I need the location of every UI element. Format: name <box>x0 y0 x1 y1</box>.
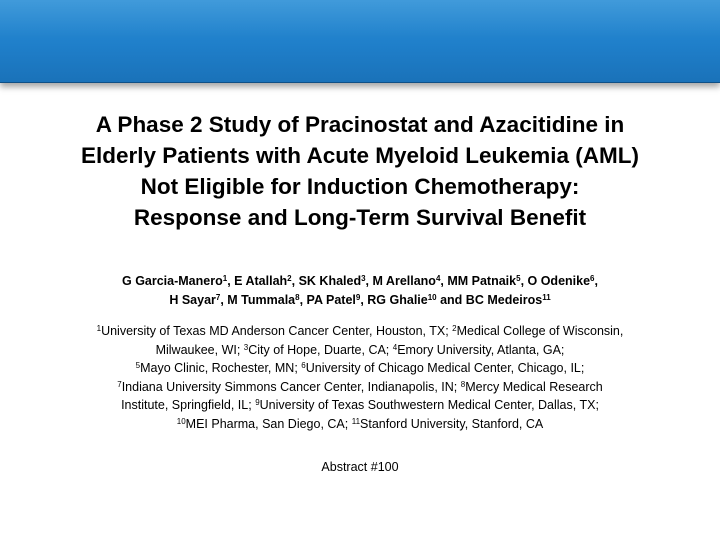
author-sup: 11 <box>542 293 551 302</box>
author-name: RG Ghalie <box>367 293 428 307</box>
slide-title <box>20 109 700 233</box>
author-sep: , <box>227 274 235 288</box>
author-sup: 5 <box>516 274 521 283</box>
affiliation-sup: 8 <box>460 379 466 389</box>
affiliation-text: Mercy Medical Research <box>465 379 603 394</box>
author-sup: 4 <box>435 274 441 283</box>
abstract-number: Abstract #100 <box>321 460 399 474</box>
author-name: SK Khaled <box>298 274 362 288</box>
affiliation-line <box>20 359 700 378</box>
author-name: H Sayar <box>169 293 216 307</box>
affiliation-list <box>20 322 700 433</box>
affiliation-line <box>20 415 700 434</box>
affiliation-line <box>20 378 700 397</box>
author-list <box>20 272 700 310</box>
title-line: Elderly Patients with Acute Myeloid Leukemia (AML) <box>80 143 640 168</box>
affiliation-text: University of Texas MD Anderson Cancer Center, Houston, TX; <box>101 324 453 338</box>
affiliation-line <box>20 396 700 415</box>
title-line: Response and Long-Term Survival Benefit <box>133 205 587 230</box>
author-sup: 1 <box>222 274 228 283</box>
affiliation-text: Mayo Clinic, Rochester, MN; <box>140 361 302 375</box>
author-name: BC Medeiros <box>465 293 543 307</box>
author-name: PA Patel <box>306 293 356 307</box>
author-sep: , <box>365 274 373 288</box>
affiliation-sup: 7 <box>117 379 122 389</box>
affiliation-text: MEI Pharma, San Diego, CA; <box>185 416 352 431</box>
affiliation-text: Stanford University, Stanford, CA <box>360 416 544 431</box>
affiliation-text: Milwaukee, WI; <box>155 342 244 357</box>
affiliation-sup: 10 <box>176 416 186 426</box>
author-name: G Garcia-Manero <box>122 274 223 288</box>
author-sep: , <box>220 293 228 307</box>
author-line <box>20 291 700 310</box>
author-sep: , <box>360 293 368 307</box>
affiliation-text: Indiana University Simmons Cancer Center, Indianapolis, IN; <box>121 379 461 394</box>
affiliation-sup: 5 <box>135 361 141 370</box>
author-sup: 7 <box>215 293 221 302</box>
author-sep: , <box>299 293 307 307</box>
banner-shine <box>0 0 720 38</box>
affiliation-line <box>20 341 700 360</box>
author-name: MM Patnaik <box>447 274 517 288</box>
affiliation-text: University of Texas Southwestern Medical Center, Dallas, TX; <box>259 398 599 412</box>
author-sup: 9 <box>355 293 361 302</box>
author-sep: , <box>594 274 598 288</box>
author-sup: 6 <box>590 274 595 283</box>
affiliation-text: Medical College of Wisconsin, <box>456 324 624 338</box>
author-name: M Arellano <box>372 274 436 288</box>
author-sep: and <box>436 293 466 307</box>
author-line <box>20 272 700 291</box>
affiliation-sup: 3 <box>243 342 249 352</box>
author-name: O Odenike <box>527 274 591 288</box>
author-sep: , <box>520 274 528 288</box>
header-banner <box>0 0 720 83</box>
author-name: M Tummala <box>227 293 296 307</box>
affiliation-line <box>20 322 700 341</box>
author-sup: 3 <box>361 274 366 283</box>
affiliation-sup: 6 <box>301 361 306 370</box>
title-line: Not Eligible for Induction Chemotherapy: <box>140 174 580 199</box>
affiliation-text: City of Hope, Duarte, CA; <box>248 342 393 357</box>
author-sup: 8 <box>295 293 300 302</box>
affiliation-sup: 9 <box>255 398 260 407</box>
author-sep: , <box>291 274 299 288</box>
affiliation-text: Emory University, Atlanta, GA; <box>397 342 565 357</box>
affiliation-sup: 2 <box>452 324 457 333</box>
affiliation-sup: 11 <box>351 416 361 426</box>
affiliation-sup: 4 <box>392 342 398 352</box>
author-sup: 2 <box>287 274 292 283</box>
title-line: A Phase 2 Study of Pracinostat and Azacitidine in <box>95 112 625 137</box>
author-sup: 10 <box>427 293 437 302</box>
author-sep: , <box>440 274 448 288</box>
affiliation-sup: 1 <box>96 324 102 333</box>
affiliation-text: Institute, Springfield, IL; <box>121 398 256 412</box>
author-name: E Atallah <box>234 274 288 288</box>
affiliation-text: University of Chicago Medical Center, Chicago, IL; <box>305 361 585 375</box>
